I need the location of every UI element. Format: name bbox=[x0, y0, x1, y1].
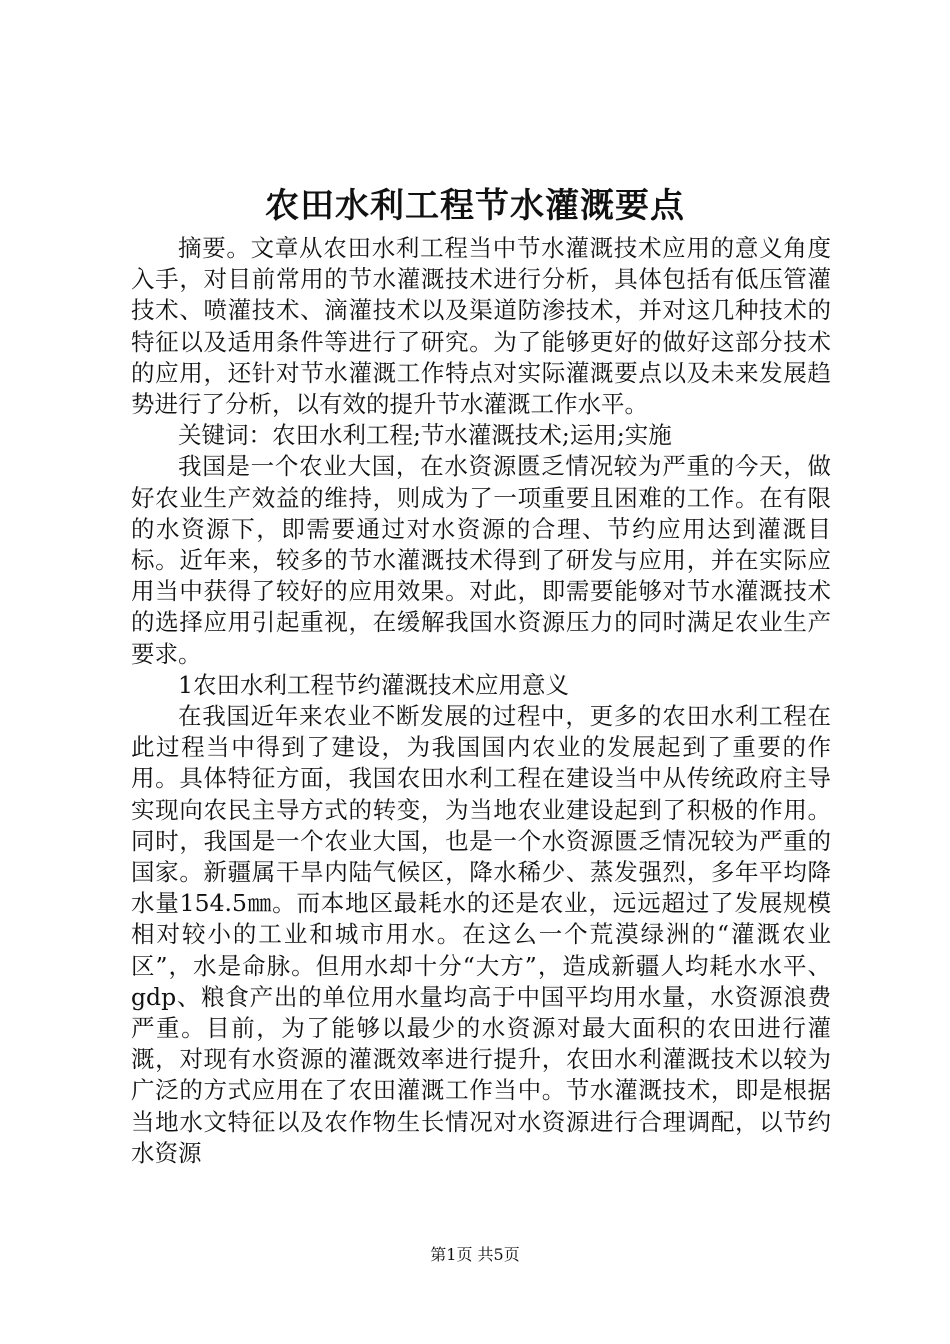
abstract-paragraph: 摘要。文章从农田水利工程当中节水灌溉技术应用的意义角度入手，对目前常用的节水灌溉技术进行分析，具体包括有低压管灌技术、喷灌技术、滴灌技术以及渠道防渗技术，并对这几种技术的特征以及适用条件等进行了研究。为了能够更好的做好这部分技术的应用，还针对节水灌溉工作特点对实际灌溉要点以及未来发展趋势进行了分析，以有效的提升节水灌溉工作水平。 bbox=[131, 234, 831, 419]
section-paragraph: 在我国近年来农业不断发展的过程中，更多的农田水利工程在此过程当中得到了建设，为我国国内农业的发展起到了重要的作用。具体特征方面，我国农田水利工程在建设当中从传统政府主导实现向农民主导方式的转变，为当地农业建设起到了积极的作用。同时，我国是一个农业大国，也是一个水资源匮乏情况较为严重的国家。新疆属干旱内陆气候区，降水稀少、蒸发强烈，多年平均降水量154.5㎜。而本地区最耗水的还是农业，远远超过了发展规模相对较小的工业和城市用水。在这么一个荒漠绿洲的“灌溉农业区”，水是命脉。但用水却十分“大方”，造成新疆人均耗水水平、gdp、粮食产出的单位用水量均高于中国平均用水量，水资源浪费严重。目前，为了能够以最少的水资源对最大面积的农田进行灌溉，对现有水资源的灌溉效率进行提升，农田水利灌溉技术以较为广泛的方式应用在了农田灌溉工作当中。节水灌溉技术，即是根据当地水文特征以及农作物生长情况对水资源进行合理调配，以节约水资源 bbox=[131, 702, 831, 1167]
section-heading: 1农田水利工程节约灌溉技术应用意义 bbox=[178, 670, 569, 699]
document-body bbox=[131, 233, 831, 1169]
page-footer: 第1页 共5页 bbox=[430, 1245, 520, 1264]
document-title: 农田水利工程节水灌溉要点 bbox=[265, 186, 685, 226]
intro-paragraph: 我国是一个农业大国，在水资源匮乏情况较为严重的今天，做好农业生产效益的维持，则成为了一项重要且困难的工作。在有限的水资源下，即需要通过对水资源的合理、节约应用达到灌溉目标。近年来，较多的节水灌溉技术得到了研发与应用，并在实际应用当中获得了较好的应用效果。对此，即需要能够对节水灌溉技术的选择应用引起重视，在缓解我国水资源压力的同时满足农业生产要求。 bbox=[131, 452, 831, 668]
keywords-paragraph: 关键词：农田水利工程;节水灌溉技术;运用;实施 bbox=[178, 421, 672, 450]
